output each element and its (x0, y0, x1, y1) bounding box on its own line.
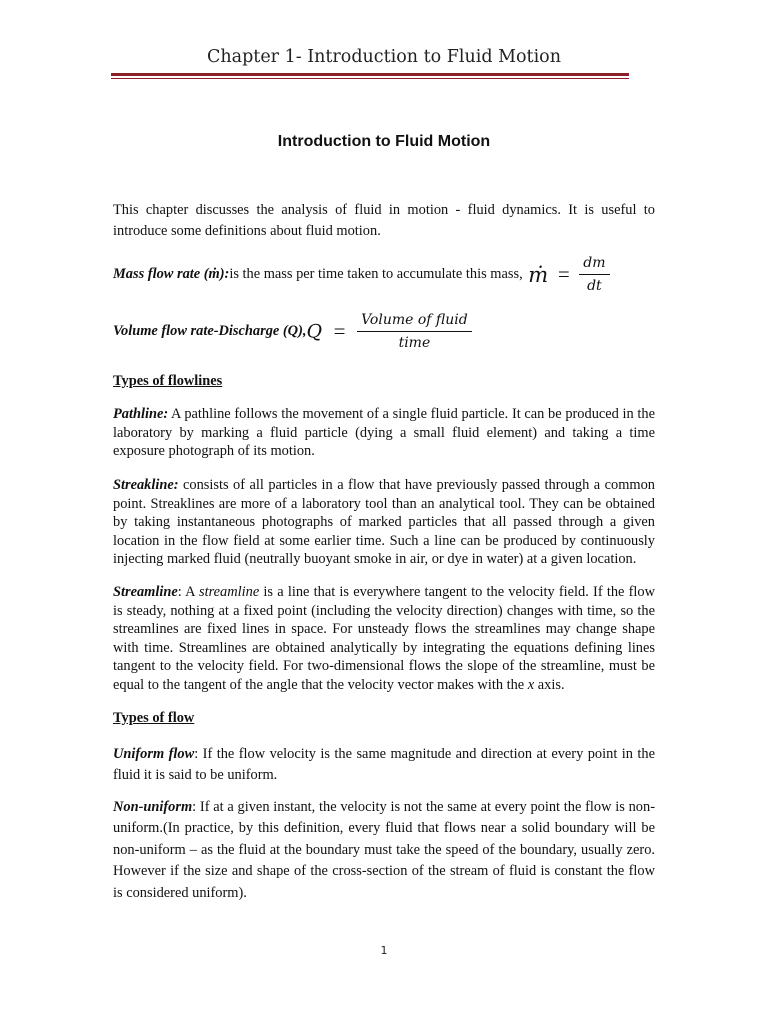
mass-flow-definition (113, 255, 673, 294)
nonuniform-paragraph (113, 797, 655, 904)
streamline-sep: : A (177, 584, 199, 600)
volume-flow-fraction (357, 312, 472, 351)
streakline-term: Streakline: (113, 477, 179, 493)
running-header: Chapter 1- Introduction to Fluid Motion (206, 47, 561, 67)
mass-flow-denominator: dt (587, 278, 602, 294)
header-rule-thin (111, 78, 629, 79)
uniform-term: Uniform flow (113, 746, 195, 762)
streakline-paragraph (113, 476, 655, 569)
mass-flow-symbol: ṁ (528, 262, 549, 287)
mass-flow-label: Mass flow rate (ṁ): (113, 266, 230, 282)
streamline-axis-var: x (527, 676, 535, 693)
volume-flow-numerator: Volume of fluid (357, 312, 472, 332)
nonuniform-term: Non-uniform (113, 799, 193, 815)
page-number: 1 (380, 944, 388, 957)
uniform-paragraph (113, 744, 655, 787)
volume-flow-definition (113, 312, 673, 351)
volume-flow-denominator: time (398, 335, 431, 351)
volume-flow-symbol: Q (306, 320, 323, 343)
streamline-italic-word: streamline (199, 584, 260, 600)
volume-flow-equals: = (333, 319, 346, 343)
streakline-text: consists of all particles in a flow that have previously passed through a common point. Streaklines are more of a laboratory tool than an analytical tool. They can be obtained by taking instantaneous photographs of marked particles that all passed through a given location in the flow field at some earlier time. Such a line can be produced by continuously injecting marked fluid (neutrally buoyant smoke in air, or dye in water) at a given location. (113, 477, 655, 568)
streamline-term: Streamline (113, 584, 178, 600)
section-title: Introduction to Fluid Motion (277, 133, 491, 150)
pathline-paragraph (113, 405, 655, 461)
streamline-paragraph (113, 583, 655, 695)
streamline-tail: axis. (534, 676, 565, 693)
mass-flow-equals: = (557, 262, 570, 286)
streamline-text: is a line that is everywhere tangent to the velocity field. If the flow is steady, nothing at a fixed point (including the velocity direction) changes with time, so the streamlines are fixed lines in space. For unsteady flows the streamlines may change shape with time. Streamlines are obtained analytically by integrating the equations defining lines tangent to the velocity field. For two-dimensional flows the slope of the streamline, must be equal to the tangent of the angle that the velocity vector makes with the (113, 584, 655, 693)
pathline-text: A pathline follows the movement of a single fluid particle. It can be produced in the laboratory by marking a fluid particle (dying a small fluid element) and taking a time exposure photograph of its motion. (113, 406, 655, 460)
intro-paragraph: This chapter discusses the analysis of fluid in motion - fluid dynamics. It is useful to introduce some definitions about fluid motion. (113, 202, 655, 239)
mass-flow-text: is the mass per time taken to accumulate this mass, (229, 266, 523, 282)
flow-types-heading: Types of flow (113, 710, 195, 726)
flowlines-heading: Types of flowlines (113, 373, 223, 389)
mass-flow-numerator: dm (579, 255, 609, 275)
uniform-text: : If the flow velocity is the same magnitude and direction at every point in the fluid it is said to be uniform. (113, 746, 656, 784)
volume-flow-label: Volume flow rate-Discharge (Q), (113, 323, 307, 339)
header-rule-thick (111, 73, 629, 76)
nonuniform-text: : If at a given instant, the velocity is not the same at every point the flow is non-uniform.(In practice, by this definition, every fluid that flows near a solid boundary will be non-uniform – as the fluid at the boundary must take the speed of the boundary, usually zero. However if the size and shape of the cross-section of the stream of fluid is constant the flow is considered uniform). (113, 799, 655, 901)
mass-flow-fraction (579, 255, 609, 294)
pathline-term: Pathline: (113, 406, 169, 422)
